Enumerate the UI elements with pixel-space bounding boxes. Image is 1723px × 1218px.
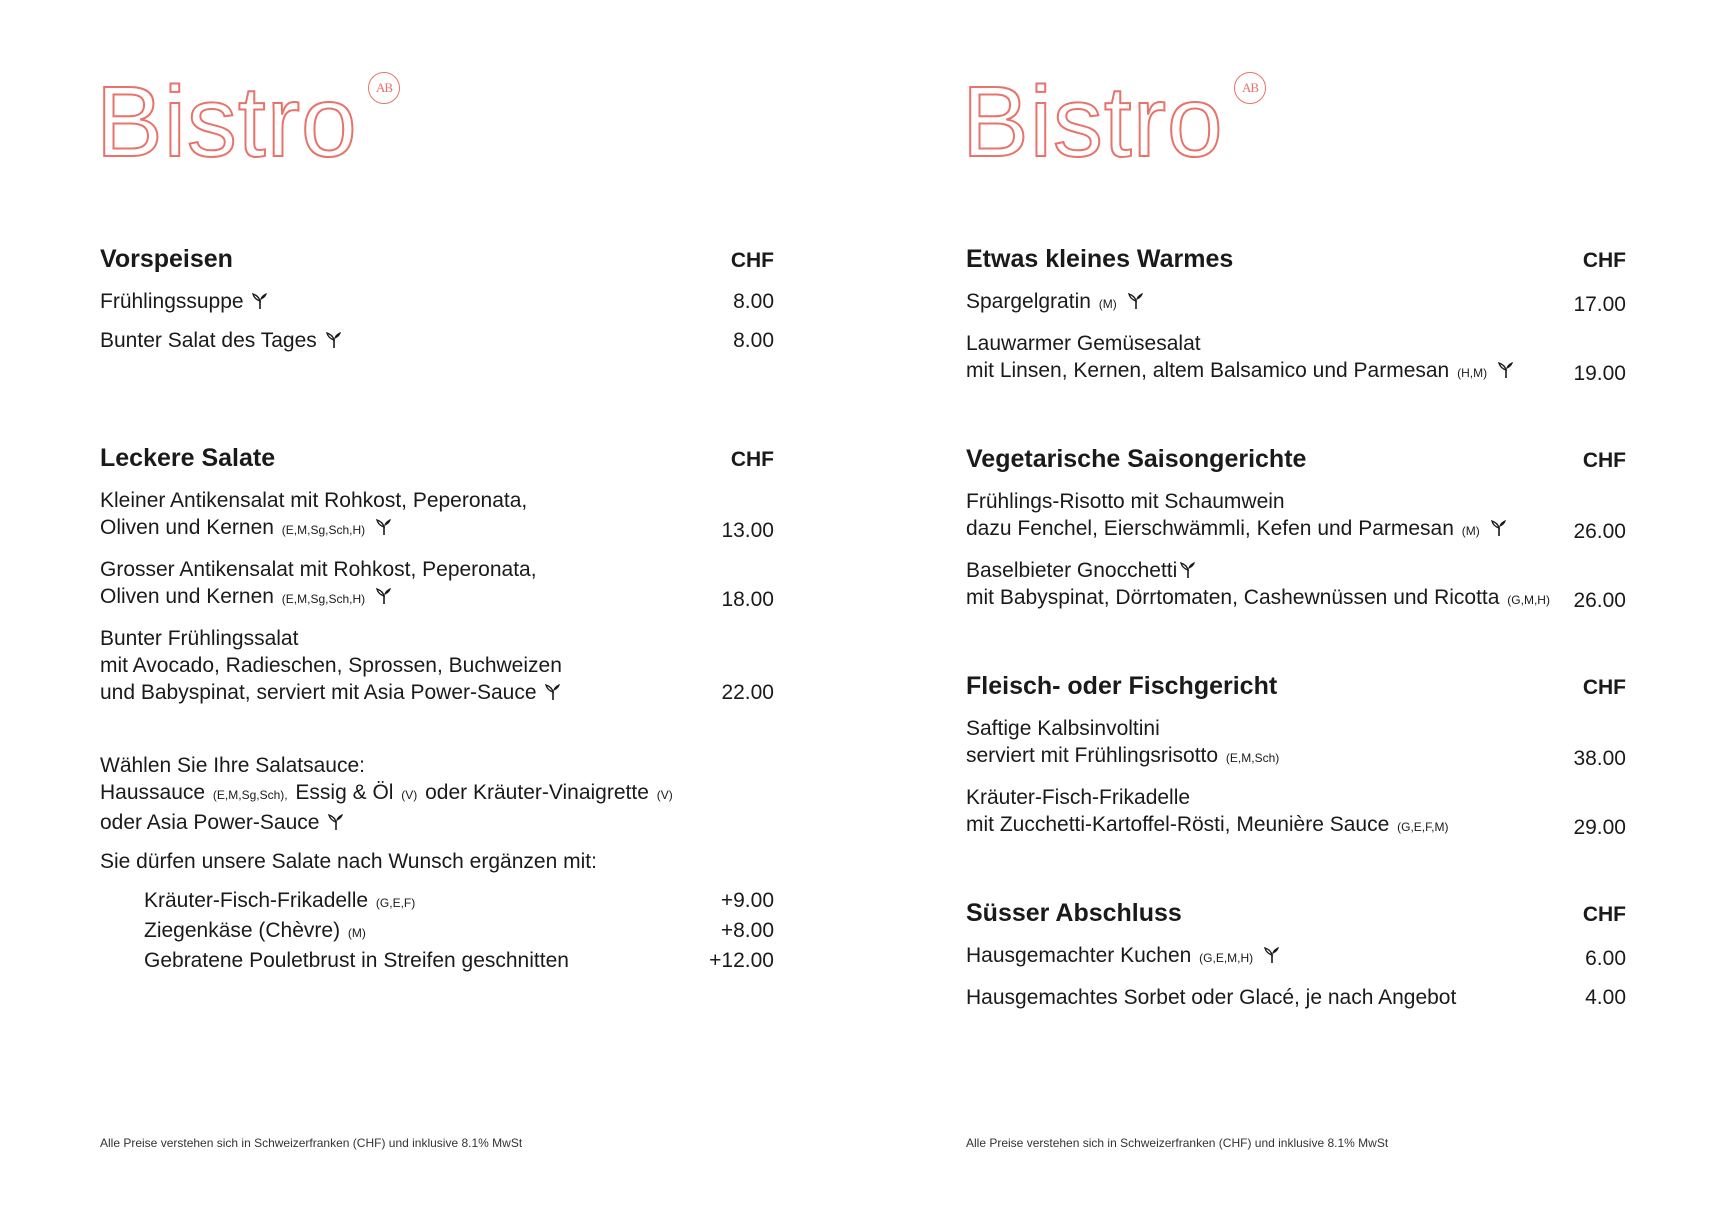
allergen-codes: (G,E,M,H) bbox=[1199, 951, 1254, 965]
item-description bbox=[100, 625, 562, 706]
allergen-codes: (V) bbox=[656, 788, 673, 802]
addon-price: +12.00 bbox=[709, 949, 774, 972]
item-line: Kleiner Antikensalat mit Rohkost, Peperonata, bbox=[100, 489, 528, 512]
addons-intro: Sie dürfen unsere Salate nach Wunsch ergänzen mit: bbox=[100, 850, 597, 873]
leaf-sprout-icon bbox=[1128, 292, 1144, 310]
item-line: serviert mit Frühlingsrisotto (E,M,Sch) bbox=[966, 744, 1280, 767]
item-description bbox=[100, 288, 268, 315]
currency-label: CHF bbox=[1582, 449, 1626, 472]
section-spacer bbox=[966, 853, 1626, 899]
addon-price: +8.00 bbox=[720, 919, 774, 942]
addon-price: +9.00 bbox=[720, 889, 774, 912]
allergen-codes: (V) bbox=[401, 788, 418, 802]
section-header bbox=[966, 672, 1626, 701]
item-description bbox=[966, 557, 1552, 614]
addon-label: Gebratene Pouletbrust in Streifen geschnitten bbox=[144, 949, 569, 972]
item-line: Lauwarmer Gemüsesalat bbox=[966, 332, 1201, 355]
addon-item bbox=[144, 887, 774, 917]
item-line: und Babyspinat, serviert mit Asia Power-Sauce bbox=[100, 679, 562, 706]
item-line: mit Zucchetti-Kartoffel-Rösti, Meunière Sauce (G,E,F,M) bbox=[966, 813, 1449, 836]
item-price: 29.00 bbox=[1573, 816, 1626, 839]
menu-page-left bbox=[96, 0, 800, 1218]
item-line: Spargelgratin (M) bbox=[966, 288, 1144, 318]
item-line: mit Babyspinat, Dörrtomaten, Cashewnüssen und Ricotta (G,M,H) bbox=[966, 586, 1550, 609]
leaf-sprout-icon bbox=[1491, 519, 1507, 537]
menu-item bbox=[966, 942, 1626, 972]
leaf-sprout-icon bbox=[1180, 561, 1196, 579]
item-price: 26.00 bbox=[1573, 520, 1626, 543]
currency-label: CHF bbox=[1582, 249, 1626, 272]
item-line: Kräuter-Fisch-Frikadelle bbox=[966, 786, 1191, 809]
addon-label: Kräuter-Fisch-Frikadelle (G,E,F) bbox=[144, 889, 416, 912]
item-description bbox=[966, 942, 1280, 972]
menu-item bbox=[966, 984, 1626, 1011]
item-line: Bunter Salat des Tages bbox=[100, 327, 342, 354]
addon-label: Ziegenkäse (Chèvre) (M) bbox=[144, 919, 366, 942]
menu-item bbox=[966, 784, 1626, 841]
item-description bbox=[100, 556, 537, 613]
logo-wordmark: Bistro bbox=[96, 66, 358, 178]
menu-item bbox=[100, 327, 774, 354]
section-spacer bbox=[966, 399, 1626, 445]
item-description bbox=[966, 715, 1281, 772]
sauce-last-option: oder Asia Power-Sauce bbox=[100, 809, 774, 836]
price-footnote: Alle Preise verstehen sich in Schweizerfranken (CHF) und inklusive 8.1% MwSt bbox=[100, 1136, 523, 1150]
section-title: Vegetarische Saisongerichte bbox=[966, 445, 1307, 473]
allergen-codes: (E,M,Sg,Sch,H) bbox=[281, 523, 366, 537]
item-price: 13.00 bbox=[721, 519, 774, 542]
menu-item bbox=[100, 288, 774, 315]
item-line: Oliven und Kernen (E,M,Sg,Sch,H) bbox=[100, 583, 537, 613]
menu-content-right bbox=[966, 245, 1626, 1023]
item-price: 17.00 bbox=[1573, 293, 1626, 316]
item-price: 8.00 bbox=[733, 329, 774, 352]
item-description bbox=[966, 330, 1514, 387]
currency-label: CHF bbox=[1582, 676, 1626, 699]
item-description bbox=[100, 487, 527, 544]
item-line: Grosser Antikensalat mit Rohkost, Peperonata, bbox=[100, 558, 537, 581]
allergen-codes: (H,M) bbox=[1457, 366, 1488, 380]
item-description bbox=[966, 288, 1144, 318]
section-title: Vorspeisen bbox=[100, 245, 233, 273]
item-price: 26.00 bbox=[1573, 589, 1626, 612]
item-price: 38.00 bbox=[1573, 747, 1626, 770]
section-title: Fleisch- oder Fischgericht bbox=[966, 672, 1278, 700]
item-line: Saftige Kalbsinvoltini bbox=[966, 717, 1160, 740]
item-price: 4.00 bbox=[1585, 986, 1626, 1009]
item-price: 6.00 bbox=[1585, 947, 1626, 970]
menu-item bbox=[966, 557, 1626, 614]
item-line: dazu Fenchel, Eierschwämmli, Kefen und Parmesan (M) bbox=[966, 515, 1507, 545]
leaf-sprout-icon bbox=[376, 518, 392, 536]
section-header bbox=[966, 445, 1626, 474]
section-header bbox=[100, 245, 774, 274]
item-price: 18.00 bbox=[721, 588, 774, 611]
menu-content-left bbox=[100, 245, 774, 974]
leaf-sprout-icon bbox=[1498, 361, 1514, 379]
menu-item bbox=[966, 288, 1626, 318]
salad-sauce-note bbox=[100, 752, 774, 836]
section-header bbox=[966, 899, 1626, 928]
section-spacer bbox=[100, 366, 774, 444]
bistro-logo bbox=[962, 66, 1286, 178]
leaf-sprout-icon bbox=[545, 683, 561, 701]
item-line: mit Avocado, Radieschen, Sprossen, Buchweizen bbox=[100, 654, 562, 677]
item-line: mit Linsen, Kernen, altem Balsamico und Parmesan (H,M) bbox=[966, 357, 1514, 387]
section-spacer bbox=[966, 626, 1626, 672]
section-spacer bbox=[100, 718, 774, 752]
item-line: Baselbieter Gnocchetti bbox=[966, 557, 1552, 584]
section-header bbox=[966, 245, 1626, 274]
logo-seal: AB bbox=[1234, 72, 1266, 104]
item-line: Oliven und Kernen (E,M,Sg,Sch,H) bbox=[100, 514, 527, 544]
section-title: Süsser Abschluss bbox=[966, 899, 1182, 927]
section-title: Leckere Salate bbox=[100, 444, 276, 472]
menu-item bbox=[966, 330, 1626, 387]
menu-item bbox=[100, 487, 774, 544]
leaf-sprout-icon bbox=[376, 587, 392, 605]
section-title: Etwas kleines Warmes bbox=[966, 245, 1234, 273]
item-description bbox=[100, 327, 342, 354]
menu-item bbox=[966, 488, 1626, 545]
addon-item bbox=[144, 917, 774, 947]
item-description bbox=[966, 984, 1456, 1011]
price-footnote: Alle Preise verstehen sich in Schweizerfranken (CHF) und inklusive 8.1% MwSt bbox=[966, 1136, 1389, 1150]
sauce-intro: Wählen Sie Ihre Salatsauce: bbox=[100, 754, 365, 777]
item-price: 19.00 bbox=[1573, 362, 1626, 385]
allergen-codes: (M) bbox=[1461, 524, 1480, 538]
bistro-logo bbox=[96, 66, 420, 178]
leaf-sprout-icon bbox=[252, 292, 268, 310]
leaf-sprout-icon bbox=[326, 331, 342, 349]
currency-label: CHF bbox=[1582, 903, 1626, 926]
allergen-codes: (E,M,Sg,Sch,H) bbox=[281, 592, 366, 606]
allergen-codes: (M) bbox=[1098, 297, 1117, 311]
sauce-options: Haussauce (E,M,Sg,Sch), Essig & Öl (V) oder Kräuter-Vinaigrette (V) bbox=[100, 781, 673, 804]
addon-item bbox=[144, 947, 774, 974]
item-price: 22.00 bbox=[721, 681, 774, 704]
allergen-codes: (G,M,H) bbox=[1507, 593, 1550, 607]
allergen-codes: (G,E,F) bbox=[375, 896, 416, 910]
logo-seal: AB bbox=[368, 72, 400, 104]
item-line: Hausgemachter Kuchen (G,E,M,H) bbox=[966, 942, 1280, 972]
item-line: Hausgemachtes Sorbet oder Glacé, je nach Angebot bbox=[966, 986, 1457, 1009]
menu-item bbox=[100, 625, 774, 706]
item-line: Frühlings-Risotto mit Schaumwein bbox=[966, 490, 1285, 513]
currency-label: CHF bbox=[730, 448, 774, 471]
item-price: 8.00 bbox=[733, 290, 774, 313]
allergen-codes: (E,M,Sg,Sch), bbox=[212, 788, 288, 802]
item-description bbox=[966, 488, 1507, 545]
menu-item bbox=[100, 556, 774, 613]
allergen-codes: (G,E,F,M) bbox=[1397, 820, 1449, 834]
menu-page-right bbox=[962, 0, 1666, 1218]
item-description bbox=[966, 784, 1450, 841]
leaf-sprout-icon bbox=[328, 813, 344, 831]
item-line: Frühlingssuppe bbox=[100, 288, 268, 315]
menu-item bbox=[966, 715, 1626, 772]
item-line: Bunter Frühlingssalat bbox=[100, 627, 299, 650]
allergen-codes: (M) bbox=[347, 926, 366, 940]
leaf-sprout-icon bbox=[1264, 946, 1280, 964]
allergen-codes: (E,M,Sch) bbox=[1225, 751, 1280, 765]
currency-label: CHF bbox=[730, 249, 774, 272]
section-header bbox=[100, 444, 774, 473]
addons-list bbox=[144, 887, 774, 974]
logo-wordmark: Bistro bbox=[962, 66, 1224, 178]
